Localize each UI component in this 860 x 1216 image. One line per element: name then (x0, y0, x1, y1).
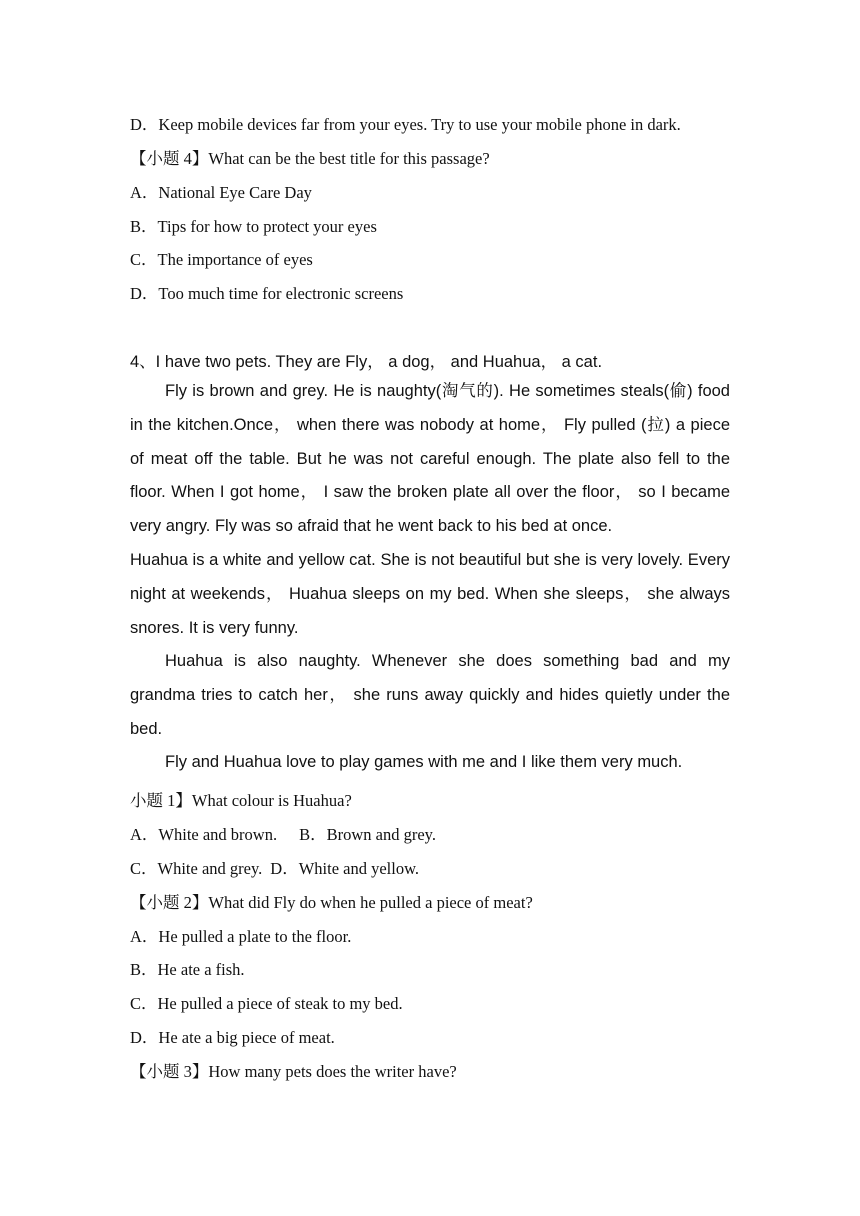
prev-question-option-d: D．Keep mobile devices far from your eyes. Try to use your mobile phone in dark. (130, 115, 681, 134)
question-4-option-b: B．Tips for how to protect your eyes (130, 217, 377, 236)
question-4-option-d: D．Too much time for electronic screens (130, 284, 404, 303)
passage-4-question-2-option-c: C．He pulled a piece of steak to my bed. (130, 994, 403, 1013)
passage-4-paragraph-love: Fly and Huahua love to play games with me and I like them very much. (165, 753, 683, 771)
passage-4-question-2-option-b: B．He ate a fish. (130, 960, 245, 979)
passage-4-question-1-option-c: C．White and grey. (130, 859, 263, 878)
passage-4-question-2-option-d: D．He ate a big piece of meat. (130, 1028, 335, 1047)
question-4-option-a: A．National Eye Care Day (130, 183, 312, 202)
passage-4-paragraph-huahua: Huahua is a white and yellow cat. She is not beautiful but she is very lovely. Every night at weekends， Huahua sleeps on my bed. When she sleeps， she always snores. It is very funny. (130, 551, 730, 637)
passage-4-paragraph-fly: Fly is brown and grey. He is naughty(淘气的). He sometimes steals(偷) food in the kitchen.Once， when there was nobody at home， Fly pulled (拉) a piece of meat off the table. But he was not careful enough. The plate also fell to the floor. When I got home， I saw the broken plate all over the floor， so I became very angry. Fly was so afraid that he went back to his bed at once. (130, 382, 730, 536)
passage-4-question-2-heading: 【小题 2】What did Fly do when he pulled a piece of meat? (130, 893, 533, 912)
question-4-heading: 【小题 4】What can be the best title for this passage? (130, 149, 490, 168)
passage-4-question-1-options-row-2 (130, 855, 419, 879)
passage-4-question-3-heading: 【小题 3】How many pets does the writer have? (130, 1062, 457, 1081)
passage-4-question-1-option-b: B．Brown and grey. (299, 825, 436, 844)
passage-4-question-1-option-a: A．White and brown. (130, 825, 278, 844)
passage-4-paragraph-naughty: Huahua is also naughty. Whenever she does something bad and my grandma tries to catch her， she runs away quickly and hides quietly under the bed. (130, 652, 730, 738)
passage-4-question-1-heading: 小题 1】What colour is Huahua? (130, 791, 352, 810)
passage-4-question-1-options-row-1 (130, 821, 436, 845)
question-4-option-c: C．The importance of eyes (130, 250, 313, 269)
passage-4-question-1-option-d: D．White and yellow. (270, 859, 420, 878)
passage-4-intro: 4、I have two pets. They are Fly， a dog， and Huahua， a cat. (130, 353, 603, 371)
passage-4-question-2-option-a: A．He pulled a plate to the floor. (130, 927, 352, 946)
